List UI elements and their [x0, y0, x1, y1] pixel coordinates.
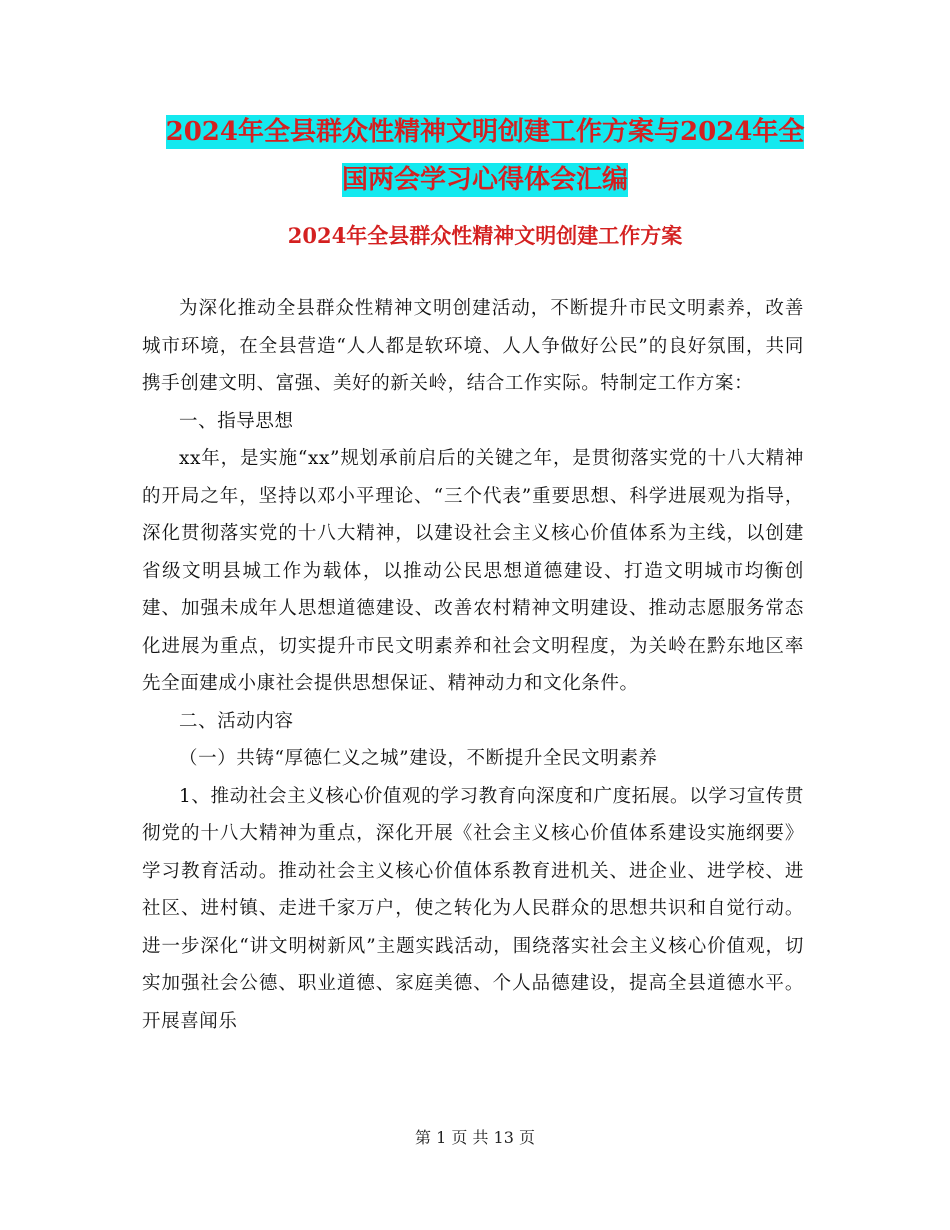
page-number: 第 1 页 共 13 页 [415, 1128, 535, 1147]
item-1-paragraph: 1、推动社会主义核心价值观的学习教育向深度和广度拓展。以学习宣传贯彻党的十八大精神为重点，深化开展《社会主义核心价值体系建设实施纲要》学习教育活动。推动社会主义核心价值体系教育进机关、进企业、进学校、进社区、进村镇、走进千家万户，使之转化为人民群众的思想共识和自觉行动。进一步深化“讲文明树新风”主题实践活动，围绕落实社会主义核心价值观，切实加强社会公德、职业道德、家庭美德、个人品德建设，提高全县道德水平。开展喜闻乐 [142, 785, 804, 1032]
main-title [140, 108, 830, 204]
subheading-1: （一）共铸“厚德仁义之城”建设，不断提升全民文明素养 [179, 748, 658, 769]
main-title-line-1: 2024年全县群众性精神文明创建工作方案与2024年全 [165, 117, 805, 147]
heading-activity-content: 二、活动内容 [179, 710, 294, 732]
section-title: 2024年全县群众性精神文明创建工作方案 [287, 223, 683, 248]
main-title-line-2: 国两会学习心得体会汇编 [341, 165, 628, 195]
guiding-ideology-paragraph: xx年，是实施“xx”规划承前启后的关键之年，是贯彻落实党的十八大精神的开局之年，坚持以邓小平理论、“三个代表”重要思想、科学进展观为指导，深化贯彻落实党的十八大精神，以建设社会主义核心价值体系为主线，以创建省级文明县城工作为载体，以推动公民思想道德建设、打造文明城市均衡创建、加强未成年人思想道德建设、改善农村精神文明建设、推动志愿服务常态化进展为重点，切实提升市民文明素养和社会文明程度，为关岭在黔东地区率先全面建成小康社会提供思想保证、精神动力和文化条件。 [142, 448, 804, 694]
intro-paragraph: 为深化推动全县群众性精神文明创建活动，不断提升市民文明素养，改善城市环境，在全县营造“人人都是软环境、人人争做好公民”的良好氛围，共同携手创建文明、富强、美好的新关岭，结合工作实际。特制定工作方案： [142, 298, 804, 394]
heading-guiding-ideology: 一、指导思想 [179, 410, 294, 432]
document-body [142, 290, 804, 1040]
